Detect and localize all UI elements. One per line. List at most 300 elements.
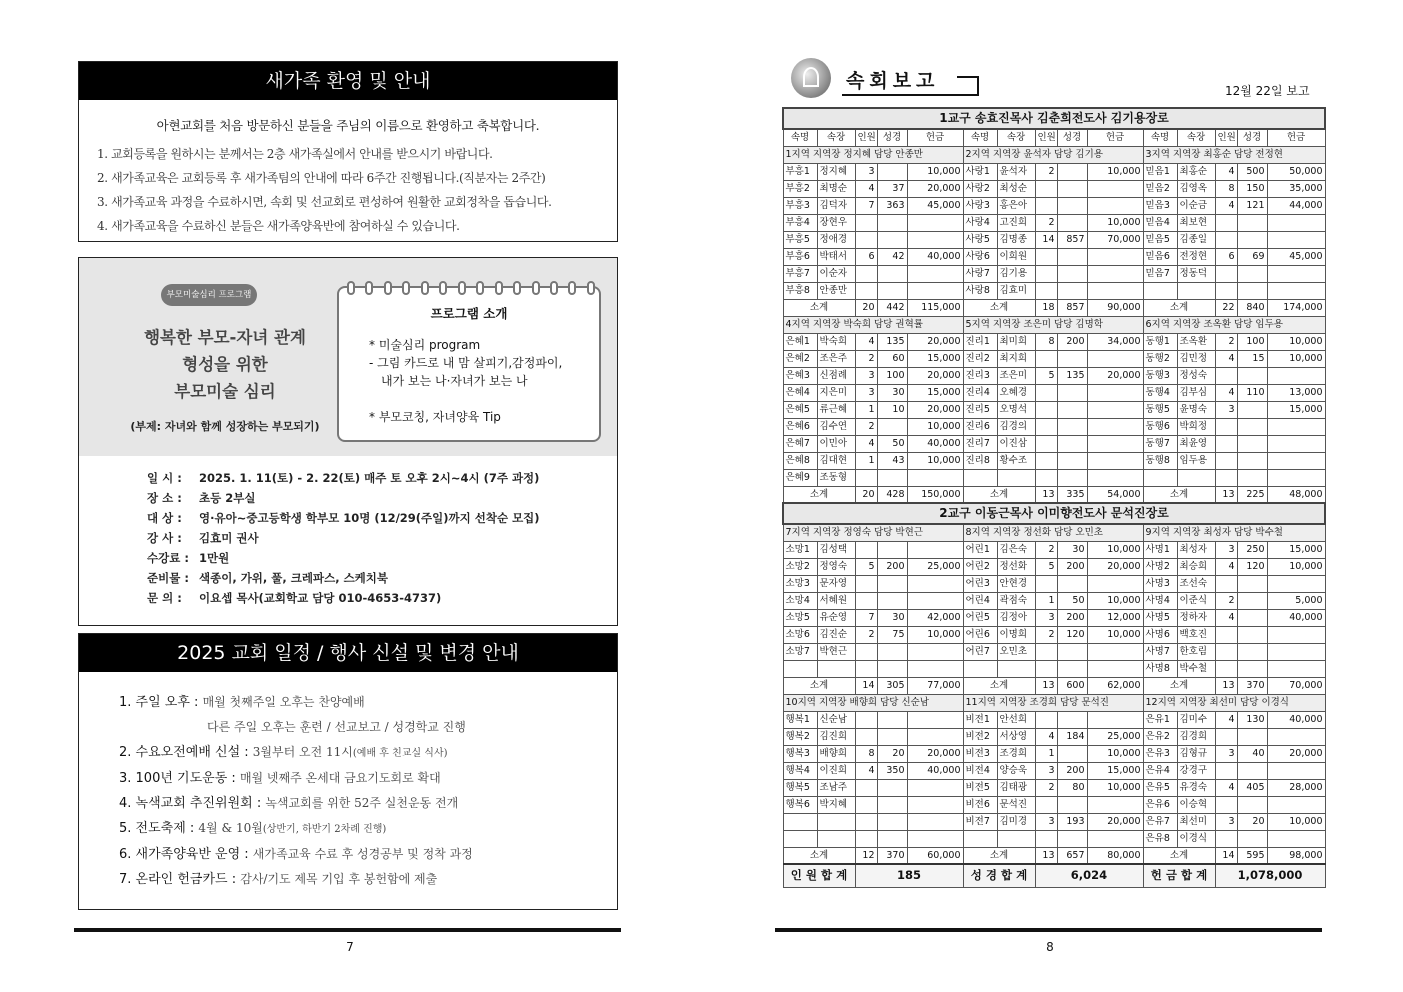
table-cell: 행복2 [783,728,817,745]
table-cell [877,830,907,847]
table-cell [1215,282,1237,299]
table-cell: 14 [1035,231,1057,248]
table-cell [1237,231,1267,248]
table-row [783,384,1325,401]
table-cell [1237,830,1267,847]
program-details [147,468,540,608]
schedule-item-title: 6. 새가족양육반 운영 : [119,847,249,862]
table-cell [1035,660,1057,677]
table-cell: 인원 [1215,129,1237,146]
table-cell: 부흥4 [783,214,817,231]
table-cell: 이진삼 [997,435,1035,452]
table-cell [877,163,907,180]
table-cell: 은유3 [1143,745,1177,762]
table-cell [1035,796,1057,813]
table-cell: 34,000 [1087,333,1143,350]
table-cell [783,830,817,847]
table-cell: 50 [1057,592,1087,609]
table-cell [1087,384,1143,401]
table-cell: 13 [1035,486,1057,503]
table-cell [1057,796,1087,813]
table-cell [1237,575,1267,592]
table-cell: 50,000 [1267,163,1325,180]
table-cell [1035,282,1057,299]
table-cell [1237,452,1267,469]
table-row [783,609,1325,626]
schedule-item-note: (상반기, 하반기 2차례 진행) [262,824,387,835]
table-cell [907,728,963,745]
table-cell: 소망3 [783,575,817,592]
table-cell: 어린4 [963,592,997,609]
table-cell: 40,000 [907,762,963,779]
table-cell: 성 경 합 계 [963,864,1035,887]
welcome-item: 2. 새가족교육은 교회등록 후 새가족팀의 안내에 따라 6주간 진행됩니다.(직분자는 2주간) [97,171,546,185]
table-cell [1237,660,1267,677]
table-cell: 이명희 [997,626,1035,643]
column-header-row [783,129,1325,146]
table-cell [855,643,877,660]
table-cell: 속명 [963,129,997,146]
table-cell [1087,418,1143,435]
table-cell: 부흥8 [783,282,817,299]
table-cell [1267,796,1325,813]
table-cell [1035,830,1057,847]
table-cell: 2 [1035,541,1057,558]
table-cell: 이순금 [1177,197,1215,214]
page-rule-right [775,928,1322,932]
table-row [783,333,1325,350]
table-cell: 사명8 [1143,660,1177,677]
table-cell: 5 [855,558,877,575]
table-cell [1267,728,1325,745]
schedule-item-note: (예배 후 친교실 식사) [352,748,448,759]
table-cell: 소망6 [783,626,817,643]
table-row [783,401,1325,418]
table-cell: 50 [877,435,907,452]
table-cell: 믿음7 [1143,265,1177,282]
table-cell: 20,000 [1267,745,1325,762]
table-cell: 42 [877,248,907,265]
table-cell: 80 [1057,779,1087,796]
table-cell: 10,000 [1087,163,1143,180]
table-cell: 부흥3 [783,197,817,214]
table-cell: 120 [1237,558,1267,575]
program-intro-title: 프로그램 소개 [430,306,508,321]
table-cell: 김진순 [817,626,855,643]
table-cell [1267,435,1325,452]
table-cell: 70,000 [1087,231,1143,248]
schedule-item [119,867,617,892]
table-row [783,779,1325,796]
detail-value: 색종이, 가위, 풀, 크레파스, 스케치북 [199,571,389,585]
table-cell: 사랑7 [963,265,997,282]
table-cell: 은혜3 [783,367,817,384]
program-section [78,257,618,626]
table-cell: 배향희 [817,745,855,762]
table-cell: 40,000 [907,435,963,452]
table-cell: 부흥6 [783,248,817,265]
table-cell: 174,000 [1267,299,1325,316]
table-cell [1267,575,1325,592]
table-cell: 속명 [1143,129,1177,146]
table-cell [877,660,907,677]
schedule-item-desc: 새가족교육 수료 후 성경공부 및 정착 과정 [252,847,473,861]
table-cell: 은유7 [1143,813,1177,830]
table-cell: 서상영 [997,728,1035,745]
table-cell [1087,350,1143,367]
table-cell [1215,643,1237,660]
table-cell: 소계 [1143,677,1215,694]
table-cell: 150 [1237,180,1267,197]
table-cell [1237,282,1267,299]
table-cell [1215,367,1237,384]
table-cell: 135 [1057,367,1087,384]
table-cell: 최성순 [997,180,1035,197]
table-cell: 어린2 [963,558,997,575]
table-cell: 이진희 [817,762,855,779]
welcome-section [78,61,618,242]
table-cell: 20 [877,745,907,762]
table-cell [1035,180,1057,197]
table-cell: 진리5 [963,401,997,418]
table-cell: 최지희 [997,350,1035,367]
table-cell: 은혜1 [783,333,817,350]
table-cell: 행복4 [783,762,817,779]
table-cell: 사랑4 [963,214,997,231]
schedule-item-desc: 매월 넷째주 온세대 금요기도회로 확대 [239,771,441,785]
report-title: 속회보고 [846,70,940,92]
table-cell [1267,660,1325,677]
table-cell: 1 [1035,745,1057,762]
table-cell: 김성택 [817,541,855,558]
table-cell: 은혜6 [783,418,817,435]
table-cell: 3지역 지역장 최홍순 담당 전정현 [1143,146,1325,163]
table-cell: 40,000 [1267,711,1325,728]
table-cell: 15,000 [1267,541,1325,558]
table-cell [1035,401,1057,418]
table-cell [1215,452,1237,469]
page-rule-left [74,928,621,932]
table-cell: 20,000 [907,367,963,384]
table-cell [1057,180,1087,197]
table-cell: 사랑3 [963,197,997,214]
table-row [783,643,1325,660]
table-cell: 믿음5 [1143,231,1177,248]
table-cell: 문자영 [817,575,855,592]
table-cell: 이승혁 [1177,796,1215,813]
table-cell: 곽점숙 [997,592,1035,609]
welcome-lead: 아현교회를 처음 방문하신 분들을 주님의 이름으로 환영하고 축복합니다. [156,118,540,133]
table-cell: 40,000 [1267,609,1325,626]
table-cell [877,214,907,231]
table-cell: 3 [855,384,877,401]
table-cell: 7 [855,609,877,626]
table-cell [877,813,907,830]
table-cell [1143,282,1177,299]
table-cell: 정동덕 [1177,265,1215,282]
table-cell [1177,282,1215,299]
table-cell: 사명2 [1143,558,1177,575]
detail-value: 2025. 1. 11(토) - 2. 22(토) 매주 토 오후 2시~4시 (7주 과정) [199,471,540,485]
table-cell: 행복3 [783,745,817,762]
program-detail-row [147,528,540,548]
table-cell: 소계 [963,299,1035,316]
table-cell: 10,000 [1267,558,1325,575]
table-row [783,435,1325,452]
table-cell [1237,609,1267,626]
table-cell: 428 [877,486,907,503]
table-cell [1087,830,1143,847]
table-cell: 윤석자 [997,163,1035,180]
table-cell: 고진희 [997,214,1035,231]
table-cell: 김정아 [997,609,1035,626]
table-cell: 속장 [1177,129,1215,146]
table-cell: 박수철 [1177,660,1215,677]
table-cell: 최윤영 [1177,435,1215,452]
table-cell [907,796,963,813]
table-cell: 12,000 [1087,609,1143,626]
table-cell [1087,282,1143,299]
table-cell: 120 [1057,626,1087,643]
table-cell: 동행1 [1143,333,1177,350]
table-cell: 7지역 지역장 정영숙 담당 박현근 [783,524,963,541]
table-cell: 부흥7 [783,265,817,282]
table-cell [1057,660,1087,677]
table-cell: 박지혜 [817,796,855,813]
table-cell: 사명3 [1143,575,1177,592]
subtotal-row [783,299,1325,316]
table-cell: 3 [1215,813,1237,830]
table-cell: 이경식 [1177,830,1215,847]
table-cell: 은혜9 [783,469,817,486]
table-cell [877,643,907,660]
table-cell: 진리6 [963,418,997,435]
table-cell: 3 [1035,762,1057,779]
table-cell: 3 [855,367,877,384]
table-cell: 진리4 [963,384,997,401]
table-cell: 5 [1035,558,1057,575]
table-cell: 한호림 [1177,643,1215,660]
table-cell: 소계 [783,299,855,316]
table-cell: 신순남 [817,711,855,728]
table-row [783,830,1325,847]
table-cell [1237,626,1267,643]
table-cell: 사랑5 [963,231,997,248]
table-cell: 부흥5 [783,231,817,248]
table-cell [855,231,877,248]
table-cell: 1 [855,452,877,469]
table-cell: 김종일 [1177,231,1215,248]
table-cell: 인원 [1035,129,1057,146]
table-cell: 10,000 [1087,214,1143,231]
table-row [783,469,1325,486]
table-cell: 250 [1237,541,1267,558]
table-cell: 98,000 [1267,847,1325,864]
schedule-item [119,766,617,791]
table-row [783,367,1325,384]
table-row [783,231,1325,248]
table-cell: 동행7 [1143,435,1177,452]
table-cell: 20,000 [907,333,963,350]
table-cell: 소계 [1143,486,1215,503]
schedule-item [119,740,617,766]
table-cell: 인원 [855,129,877,146]
table-cell: 2교구 이동근목사 이미향전도사 문석진장로 [783,503,1325,524]
table-cell: 은혜7 [783,435,817,452]
table-cell [855,541,877,558]
detail-value: 이요셉 목사(교회학교 담당 010-4653-4737) [199,591,442,605]
table-cell [1087,401,1143,418]
table-cell: 박숙희 [817,333,855,350]
table-cell: 857 [1057,231,1087,248]
table-row [783,813,1325,830]
table-cell: 은혜4 [783,384,817,401]
table-cell: 20 [855,486,877,503]
table-cell: 442 [877,299,907,316]
table-cell: 305 [877,677,907,694]
table-cell: 부흥2 [783,180,817,197]
table-cell: 10,000 [1087,745,1143,762]
table-cell: 370 [877,847,907,864]
table-cell: 2 [855,626,877,643]
table-cell: 사랑1 [963,163,997,180]
table-cell: 2 [1215,333,1237,350]
program-title-line: 부모미술 심리 [174,382,276,401]
table-cell: 은유8 [1143,830,1177,847]
table-cell [1035,197,1057,214]
detail-value: 1만원 [199,551,230,565]
program-detail-row [147,468,540,488]
schedule-item-desc: 매월 첫째주일 오후는 찬양예배 [202,695,365,709]
table-cell [1237,728,1267,745]
schedule-item-desc: 감사/기도 제목 기입 후 봉헌함에 제출 [240,872,438,886]
report-table [782,107,1326,888]
table-cell [1087,469,1143,486]
table-cell: 62,000 [1087,677,1143,694]
table-cell [1267,214,1325,231]
table-cell: 소계 [963,486,1035,503]
table-cell: 강경구 [1177,762,1215,779]
table-cell: 김영옥 [1177,180,1215,197]
table-cell [1035,643,1057,660]
table-cell: 2 [1035,214,1057,231]
table-cell: 2 [1035,779,1057,796]
table-cell [997,830,1035,847]
schedule-item-title: 3. 100년 기도운동 : [119,771,236,786]
table-cell: 20,000 [907,745,963,762]
parish-header-row [783,108,1325,129]
schedule-item [119,715,617,740]
table-cell: 14 [1215,847,1237,864]
table-cell [855,660,877,677]
table-cell: 헌금 [1087,129,1143,146]
table-cell [1237,435,1267,452]
table-cell: 20 [1237,813,1267,830]
table-cell: 2 [855,418,877,435]
table-cell: 3 [1035,609,1057,626]
table-cell [1237,265,1267,282]
table-cell: 진리1 [963,333,997,350]
table-cell: 44,000 [1267,197,1325,214]
schedule-item [119,690,617,715]
table-cell: 5지역 지역장 조은미 담당 김명학 [963,316,1143,333]
table-cell: 최홍순 [1177,163,1215,180]
table-cell [1215,762,1237,779]
parish-header-row [783,503,1325,524]
table-cell [1087,660,1143,677]
table-cell: 정성숙 [1177,367,1215,384]
table-cell [1237,796,1267,813]
table-cell: 조동형 [817,469,855,486]
table-cell: 소망1 [783,541,817,558]
table-cell: 비전7 [963,813,997,830]
schedule-item-desc: 3월부터 오전 11시 [252,745,353,759]
table-cell: 믿음6 [1143,248,1177,265]
table-cell: 박희정 [1177,418,1215,435]
table-cell: 8 [1215,180,1237,197]
table-cell [907,265,963,282]
table-cell: 최선미 [1177,813,1215,830]
table-cell: 30 [877,609,907,626]
table-cell: 정영숙 [817,558,855,575]
table-cell: 안선희 [997,711,1035,728]
table-cell: 소망5 [783,609,817,626]
program-pill: 부모미술심리 프로그램 [161,284,257,306]
table-row [783,265,1325,282]
table-cell: 13,000 [1267,384,1325,401]
table-cell: 15,000 [1087,762,1143,779]
table-cell: 8 [855,745,877,762]
table-cell: 동행3 [1143,367,1177,384]
table-cell: 37 [877,180,907,197]
table-cell: 김형규 [1177,745,1215,762]
table-cell [855,813,877,830]
table-cell: 857 [1057,299,1087,316]
table-cell: 1지역 지역장 정지혜 담당 안종만 [783,146,963,163]
table-cell [877,265,907,282]
table-cell: 10,000 [907,418,963,435]
table-cell: 200 [1057,762,1087,779]
table-cell: 소계 [1143,299,1215,316]
table-cell [907,711,963,728]
table-cell: 김기용 [997,265,1035,282]
program-title [95,324,355,405]
program-detail-row [147,508,540,528]
detail-key: 준비물 : [147,571,189,585]
table-cell: 2지역 지역장 윤석자 담당 김기용 [963,146,1143,163]
table-cell: 믿음2 [1143,180,1177,197]
table-cell: 안종만 [817,282,855,299]
table-cell: 30 [877,384,907,401]
table-cell [1267,830,1325,847]
table-cell [907,592,963,609]
table-cell: 어린1 [963,541,997,558]
table-cell: 20,000 [1087,367,1143,384]
table-cell: 121 [1237,197,1267,214]
intro-line: * 부모코칭, 자녀양육 Tip [369,410,501,424]
table-cell [1057,452,1087,469]
welcome-item: 3. 새가족교육 과정을 수료하시면, 속회 및 선교회로 편성하여 원활한 교회정착을 돕습니다. [97,195,552,209]
table-cell [877,231,907,248]
table-cell: 9지역 지역장 최성자 담당 박수철 [1143,524,1325,541]
table-cell: 지은미 [817,384,855,401]
table-cell [1057,163,1087,180]
table-cell: 정지혜 [817,163,855,180]
table-cell: 48,000 [1267,486,1325,503]
report-date: 12월 22일 보고 [1225,84,1310,98]
table-cell: 동행8 [1143,452,1177,469]
table-cell: 13 [1215,486,1237,503]
